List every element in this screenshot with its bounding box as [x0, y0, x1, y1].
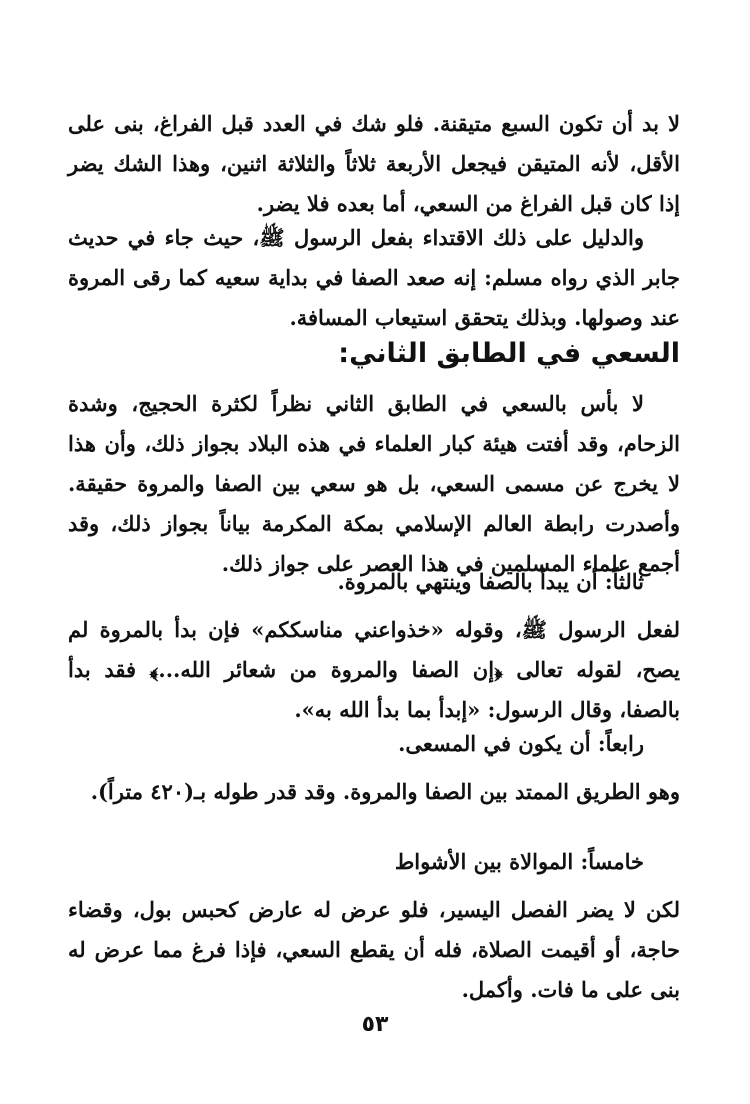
paragraph-masaa-length: وهو الطريق الممتد بين الصفا والمروة. وقد قدر طوله بـ(٤٢٠ متراً).	[90, 779, 680, 804]
paragraph-evidence: والدليل على ذلك الاقتداء بفعل الرسول ﷺ، حيث جاء في حديث جابر الذي رواه مسلم: إنه صعد الصفا في بداية سعيه كما رقى المروة عند وصولها. وبذلك يتحقق استيعاب المسافة.	[68, 225, 680, 330]
section-heading: السعي في الطابق الثاني:	[338, 338, 680, 369]
paragraph-second-floor: لا بأس بالسعي في الطابق الثاني نظراً لكثرة الحجيج، وشدة الزحام، وقد أفتت هيئة كبار العلماء في هذه البلاد بجواز ذلك، وأن هذا لا يخرج عن مسمى السعي، بل هو سعي بين الصفا والمروة حقيقة. وأصدرت رابطة العالم الإسلامي بمكة المكرمة بياناً بجواز ذلك، وقد أجمع علماء المسلمين في هذا العصر على جواز ذلك.	[68, 391, 680, 576]
condition-fifth: خامساً: الموالاة بين الأشواط	[394, 849, 644, 874]
paragraph-interruption: لكن لا يضر الفصل اليسير، فلو عرض له عارض كحبس بول، وقضاء حاجة، أو أقيمت الصلاة، فله أن يقطع السعي، فإذا فرغ مما عرض له بنى على ما فات. وأكمل.	[68, 897, 680, 1002]
page-number: ٥٣	[361, 1012, 389, 1037]
paragraph-counting-certainty: لا بد أن تكون السبع متيقنة. فلو شك في العدد قبل الفراغ، بنى على الأقل، لأنه المتيقن فيجعل الأربعة ثلاثاً والثلاثة اثنين، وهذا الشك يضر إذا كان قبل الفراغ من السعي، أما بعده فلا يضر.	[68, 111, 680, 216]
condition-third: ثالثاً: أن يبدأ بالصفا وينتهي بالمروة.	[337, 569, 644, 594]
paragraph-third-evidence: لفعل الرسول ﷺ، وقوله «خذواعني مناسككم» فإن بدأ بالمروة لم يصح، لقوله تعالى ﴿إن الصفا والمروة من شعائر الله...﴾ فقد بدأ بالصفا، وقال الرسول: «إبدأ بما بدأ الله به».	[68, 617, 680, 722]
condition-fourth: رابعاً: أن يكون في المسعى.	[398, 731, 644, 756]
